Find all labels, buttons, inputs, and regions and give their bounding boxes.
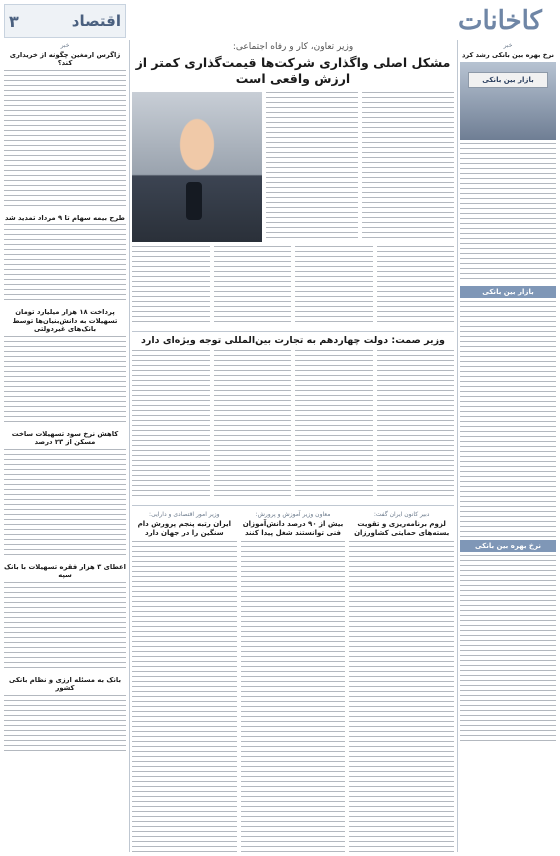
sub-story-b xyxy=(241,509,346,852)
column-tag: خبر xyxy=(60,42,70,49)
section-title: اقتصاد xyxy=(71,12,121,30)
article-text xyxy=(132,350,210,500)
headline: اعطای ۳ هزار فقره تسهیلات با بانک سپه xyxy=(4,562,126,580)
article-text xyxy=(4,695,126,755)
article-text xyxy=(460,143,556,283)
subhead: نرخ بهره بین بانکی xyxy=(460,540,556,552)
article-text xyxy=(362,92,454,242)
column-rule xyxy=(129,40,130,852)
sub-story-kicker: دبیر کانون ایران گفت: xyxy=(373,511,430,519)
headline: زاگرس ارمغین چگونه از خریداری کند؟ xyxy=(9,51,121,68)
article-text xyxy=(4,224,126,304)
article-text xyxy=(295,246,373,326)
article-text xyxy=(349,541,454,852)
bank-photo xyxy=(460,62,556,140)
article-text xyxy=(241,541,346,852)
article-text xyxy=(132,541,237,852)
microphone-icon xyxy=(186,182,202,220)
article-text xyxy=(460,301,556,537)
article-text xyxy=(460,555,556,745)
sub-story-headline: لزوم برنامه‌ریزی و تقویت بسته‌های حمایتی کشاورزان xyxy=(354,520,450,538)
article-text xyxy=(214,350,292,500)
lead-story xyxy=(132,92,454,242)
article-text xyxy=(214,246,292,326)
photo-caption: بازار بین بانکی xyxy=(468,72,548,88)
sub-story-kicker: معاون وزیر آموزش و پرورش: xyxy=(255,511,331,519)
lead-story-continued xyxy=(132,246,454,326)
sub-story-headline: ایران رتبه پنجم پرورش دام سنگین را در جهان دارد xyxy=(137,520,232,538)
article-text xyxy=(4,449,126,559)
article-text xyxy=(4,336,126,426)
center-column xyxy=(132,40,454,852)
article-text xyxy=(377,246,455,326)
headline: پرداخت ۱۸ هزار میلیارد تومان تسهیلات به دانش‌بنیان‌ها توسط بانک‌های غیردولتی xyxy=(12,308,118,334)
sub-story-c xyxy=(349,509,454,852)
headline: طرح بیمه سهام تا ۹ مرداد تمدید شد xyxy=(5,213,125,222)
page-number: ۳ xyxy=(9,11,19,31)
article-text xyxy=(4,582,126,672)
left-column xyxy=(4,40,126,852)
right-column xyxy=(460,40,556,852)
main-headline: مشکل اصلی واگذاری شرکت‌ها قیمت‌گذاری کمتر از ارزش واقعی است xyxy=(135,55,451,86)
headline: وزیر صمت: دولت چهاردهم به تجارت بین‌المللی توجه ویژه‌ای دارد xyxy=(141,334,445,346)
article-text xyxy=(377,350,455,500)
article-text xyxy=(266,92,358,242)
story-2-body xyxy=(132,350,454,500)
newspaper-logo: کاخانات xyxy=(458,6,542,36)
subhead: بازار بین بانکی xyxy=(460,286,556,298)
sub-story-kicker: وزیر امور اقتصادی و دارایی: xyxy=(149,511,220,519)
sub-stories xyxy=(132,505,454,852)
sub-story-headline: بیش از ۹۰ درصد دانش‌آموزان فنی توانستند شغل پیدا کنند xyxy=(242,520,344,538)
sub-story-a xyxy=(132,509,237,852)
article-text xyxy=(132,246,210,326)
article-text xyxy=(295,350,373,500)
headline: بانک به مسئله ارزی و نظام بانکی کشور xyxy=(8,675,122,693)
column-rule xyxy=(457,40,458,852)
article-text xyxy=(4,70,126,210)
page-header xyxy=(4,4,126,38)
headline: نرخ بهره بین بانکی رشد کرد xyxy=(461,51,555,59)
headline-kicker: وزیر تعاون، کار و رفاه اجتماعی: xyxy=(232,42,354,52)
masthead-logo xyxy=(458,4,554,38)
minister-photo xyxy=(132,92,262,242)
headline: کاهش نرخ سود تسهیلات ساخت مسکن از ۲۳ درصد xyxy=(11,429,119,447)
story-2 xyxy=(132,331,454,501)
column-tag: خبر xyxy=(503,42,513,49)
